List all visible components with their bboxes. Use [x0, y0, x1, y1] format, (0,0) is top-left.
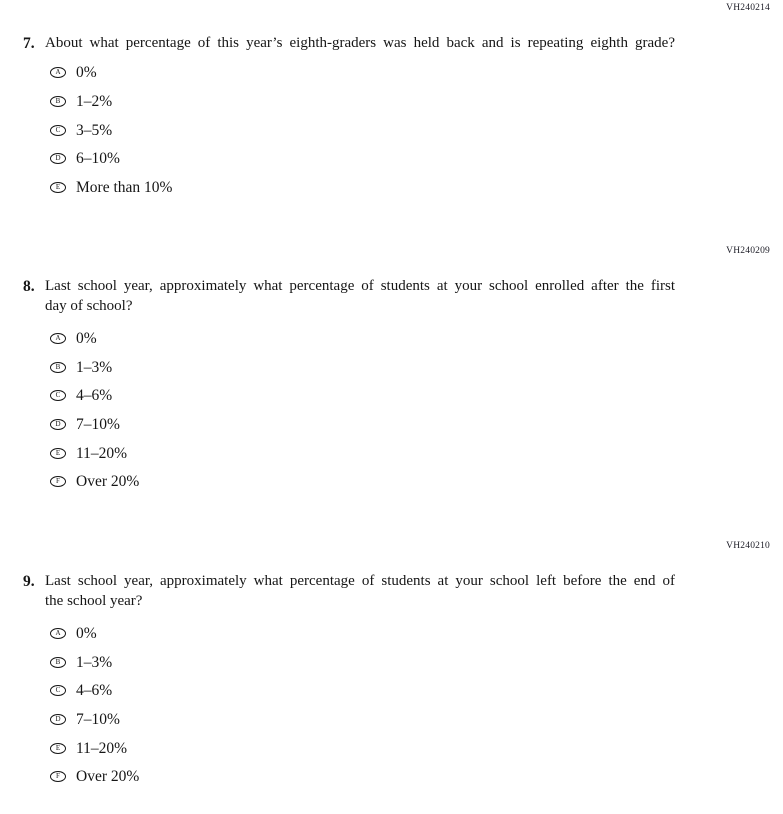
answer-option[interactable]: [50, 381, 783, 410]
question-7-section: [0, 2, 783, 202]
answer-option[interactable]: [50, 353, 783, 382]
answer-bubble-icon[interactable]: [50, 362, 66, 373]
answer-option[interactable]: [50, 762, 783, 791]
question-code: VH240214: [726, 3, 770, 13]
answer-option-label: 11–20%: [76, 444, 128, 462]
answer-option[interactable]: [50, 734, 783, 763]
answer-option-label: More than 10%: [76, 179, 173, 197]
answer-options-list: [50, 619, 783, 791]
question-row: [0, 277, 783, 316]
bubble-letter: A: [55, 333, 61, 342]
question-text-line: day of school?: [45, 297, 133, 314]
question-text: [45, 572, 675, 611]
bubble-letter: B: [55, 97, 61, 106]
answer-bubble-icon[interactable]: [50, 743, 66, 754]
answer-option-label: 3–5%: [76, 121, 113, 139]
bubble-letter: D: [55, 419, 61, 428]
answer-options-list: [50, 324, 783, 496]
answer-option[interactable]: [50, 676, 783, 705]
answer-option[interactable]: [50, 59, 783, 88]
bubble-letter: C: [55, 125, 61, 134]
answer-option[interactable]: [50, 145, 783, 174]
answer-bubble-icon[interactable]: [50, 476, 66, 487]
answer-bubble-icon[interactable]: [50, 153, 66, 164]
answer-option-label: Over 20%: [76, 473, 140, 491]
answer-bubble-icon[interactable]: [50, 96, 66, 107]
answer-option-label: 0%: [76, 329, 97, 347]
answer-option-label: 7–10%: [76, 710, 120, 728]
bubble-letter: B: [55, 657, 61, 666]
answer-option-label: Over 20%: [76, 768, 140, 786]
answer-bubble-icon[interactable]: [50, 390, 66, 401]
answer-bubble-icon[interactable]: [50, 771, 66, 782]
bubble-letter: B: [55, 362, 61, 371]
answer-bubble-icon[interactable]: [50, 628, 66, 639]
answer-option[interactable]: [50, 87, 783, 116]
answer-option-label: 1–3%: [76, 653, 113, 671]
question-number: 7.: [23, 35, 35, 52]
question-text-line: About what percentage of this year’s eighth-graders was held back and is repeating eighth grade?: [45, 35, 675, 51]
answer-option-label: 11–20%: [76, 739, 128, 757]
question-text: [45, 277, 675, 316]
answer-option[interactable]: [50, 705, 783, 734]
bubble-letter: E: [55, 448, 61, 457]
answer-bubble-icon[interactable]: [50, 448, 66, 459]
question-text-line: the school year?: [45, 592, 143, 609]
bubble-letter: E: [55, 743, 61, 752]
answer-option-label: 7–10%: [76, 415, 120, 433]
question-text: [45, 34, 675, 54]
question-number: 8.: [23, 278, 35, 295]
answer-options-list: [50, 59, 783, 202]
answer-option[interactable]: [50, 619, 783, 648]
bubble-letter: C: [55, 686, 61, 695]
bubble-letter: E: [55, 183, 61, 192]
answer-option-label: 1–2%: [76, 93, 113, 111]
answer-option-label: 4–6%: [76, 682, 113, 700]
answer-bubble-icon[interactable]: [50, 419, 66, 430]
question-code: VH240210: [726, 541, 770, 551]
bubble-letter: D: [55, 714, 61, 723]
answer-option[interactable]: [50, 439, 783, 468]
answer-bubble-icon[interactable]: [50, 685, 66, 696]
answer-option[interactable]: [50, 324, 783, 353]
bubble-letter: A: [55, 68, 61, 77]
answer-option[interactable]: [50, 116, 783, 145]
question-text-line: Last school year, approximately what percentage of students at your school left before the end of: [45, 573, 675, 589]
question-row: [0, 34, 783, 54]
answer-option[interactable]: [50, 173, 783, 202]
answer-option[interactable]: [50, 410, 783, 439]
bubble-letter: C: [55, 391, 61, 400]
bubble-letter: F: [56, 772, 60, 781]
question-text-line: Last school year, approximately what percentage of students at your school enrolled after the first: [45, 278, 675, 294]
answer-bubble-icon[interactable]: [50, 182, 66, 193]
bubble-letter: D: [55, 154, 61, 163]
answer-option-label: 0%: [76, 64, 97, 82]
answer-option[interactable]: [50, 467, 783, 496]
answer-option-label: 1–3%: [76, 358, 113, 376]
bubble-letter: A: [55, 628, 61, 637]
answer-bubble-icon[interactable]: [50, 67, 66, 78]
answer-bubble-icon[interactable]: [50, 714, 66, 725]
answer-bubble-icon[interactable]: [50, 657, 66, 668]
question-code: VH240209: [726, 246, 770, 256]
answer-bubble-icon[interactable]: [50, 333, 66, 344]
question-number: 9.: [23, 573, 35, 590]
question-9-section: [0, 540, 783, 791]
question-row: [0, 572, 783, 611]
answer-option-label: 4–6%: [76, 387, 113, 405]
answer-bubble-icon[interactable]: [50, 125, 66, 136]
answer-option-label: 6–10%: [76, 150, 120, 168]
answer-option[interactable]: [50, 648, 783, 677]
question-8-section: [0, 245, 783, 496]
answer-option-label: 0%: [76, 624, 97, 642]
bubble-letter: F: [56, 477, 60, 486]
